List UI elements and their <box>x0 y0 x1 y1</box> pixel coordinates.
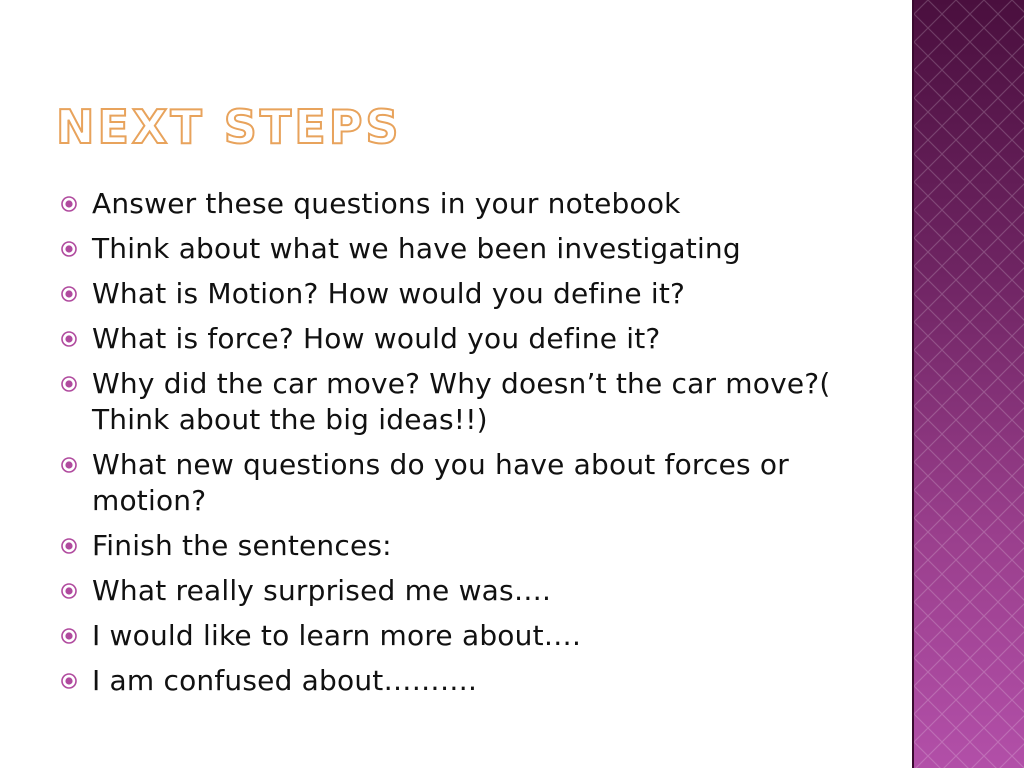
list-item <box>60 663 860 699</box>
list-item <box>60 618 860 654</box>
list-item <box>60 231 860 267</box>
target-circle-icon <box>60 231 92 267</box>
bullet-text: What new questions do you have about forces or motion? <box>92 448 789 517</box>
bullet-text: Think about what we have been investigating <box>92 232 741 265</box>
slide-title: NEXT STEPS <box>56 100 402 154</box>
target-circle-icon <box>60 186 92 222</box>
target-circle-icon <box>60 321 92 357</box>
bullet-text: Why did the car move? Why doesn’t the car move?( Think about the big ideas!!) <box>92 367 831 436</box>
bullet-text: Answer these questions in your notebook <box>92 187 681 220</box>
target-circle-icon <box>60 528 92 564</box>
bullet-text: What really surprised me was…. <box>92 574 552 607</box>
bullet-text: I am confused about………. <box>92 664 478 697</box>
diamond-pattern-icon <box>914 0 1024 768</box>
target-circle-icon <box>60 366 92 402</box>
bullet-text: I would like to learn more about…. <box>92 619 582 652</box>
bullet-text: What is Motion? How would you define it? <box>92 277 686 310</box>
list-item <box>60 321 860 357</box>
target-circle-icon <box>60 663 92 699</box>
decorative-side-band <box>912 0 1024 768</box>
list-item <box>60 528 860 564</box>
list-item <box>60 186 860 222</box>
list-item <box>60 366 860 438</box>
list-item <box>60 447 860 519</box>
target-circle-icon <box>60 618 92 654</box>
bullet-text: Finish the sentences: <box>92 529 392 562</box>
bullet-text: What is force? How would you define it? <box>92 322 661 355</box>
bullet-list <box>60 186 860 708</box>
list-item <box>60 573 860 609</box>
list-item <box>60 276 860 312</box>
target-circle-icon <box>60 447 92 483</box>
target-circle-icon <box>60 276 92 312</box>
target-circle-icon <box>60 573 92 609</box>
